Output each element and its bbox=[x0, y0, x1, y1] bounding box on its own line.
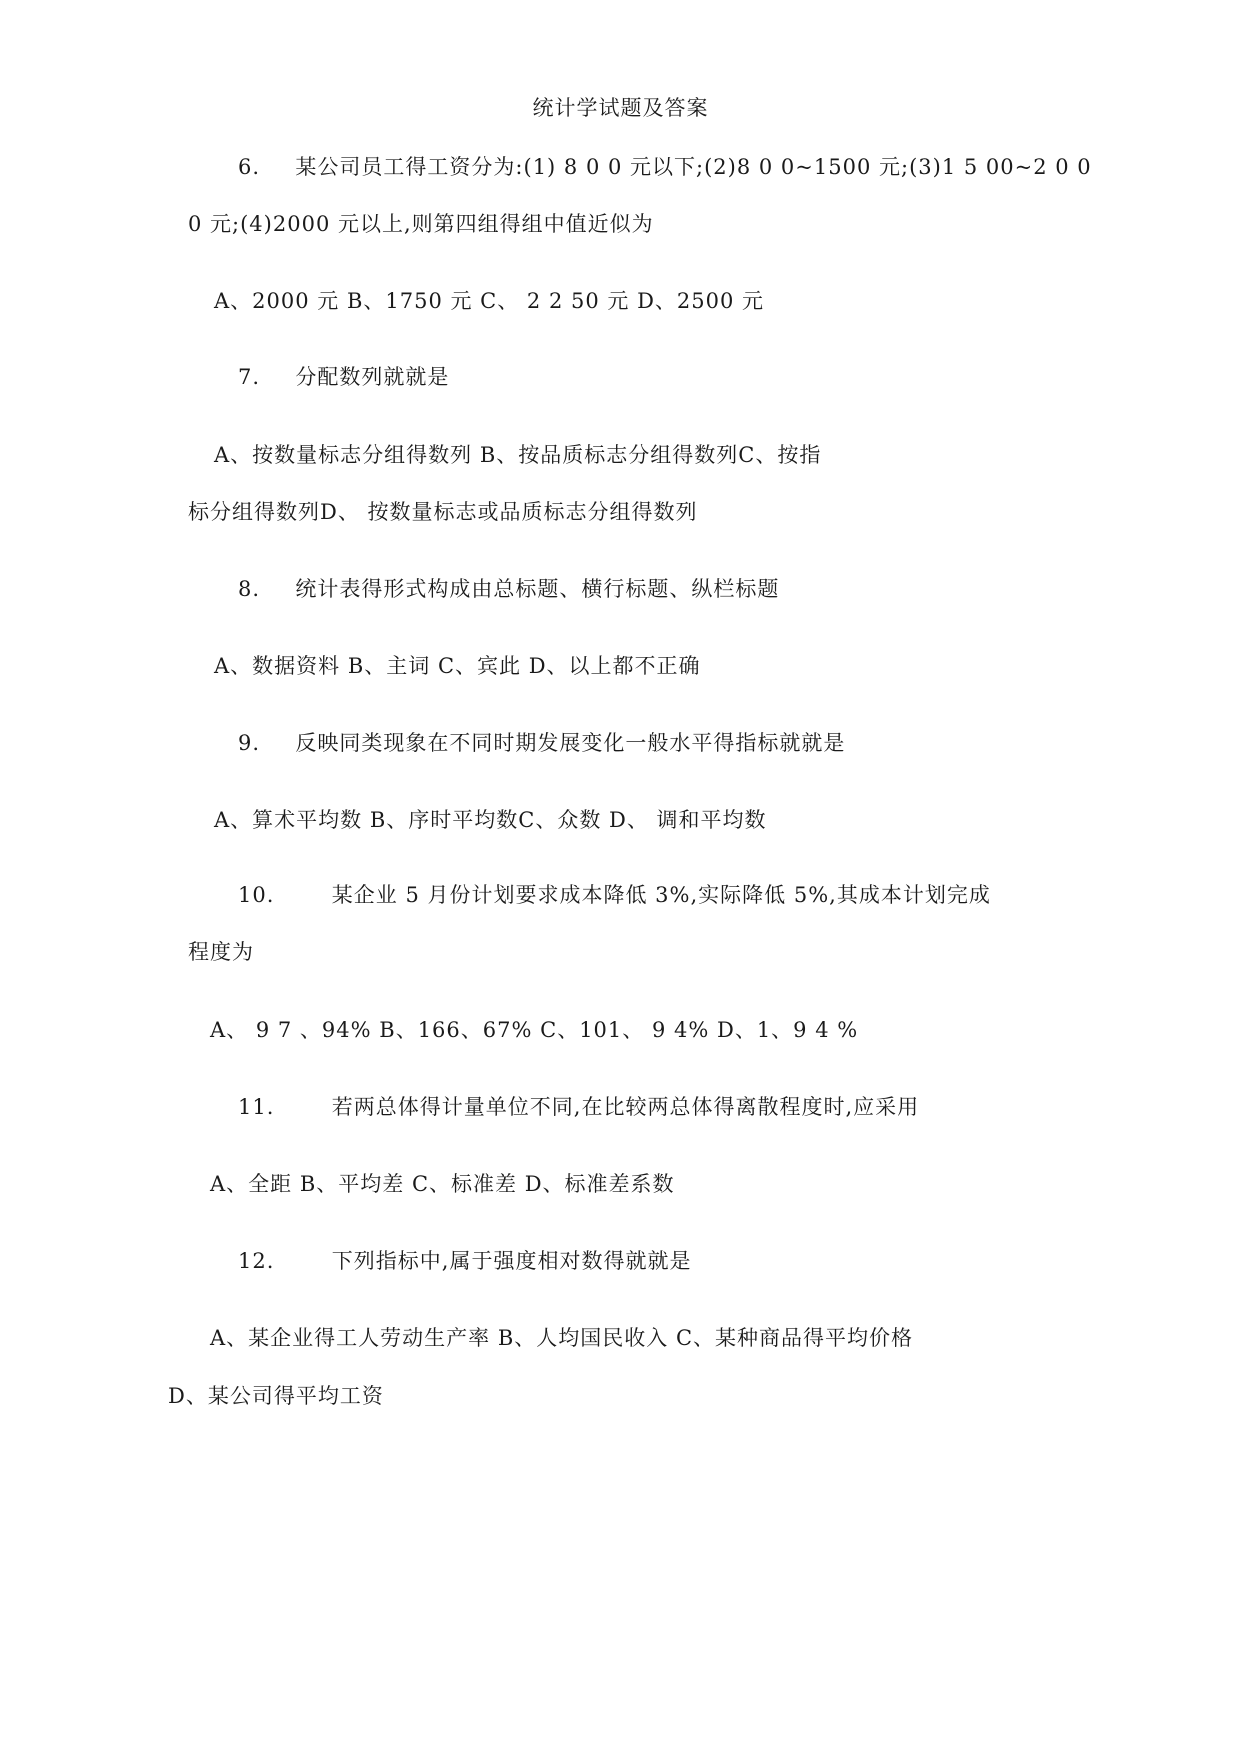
question-11-options: A、全距 B、平均差 C、标准差 D、标准差系数 bbox=[210, 1172, 675, 1196]
page-title: 统计学试题及答案 bbox=[532, 96, 709, 120]
question-11-stem bbox=[238, 1092, 919, 1122]
question-number: 7. bbox=[238, 365, 261, 389]
question-8-options: A、数据资料 B、主词 C、宾此 D、以上都不正确 bbox=[214, 654, 701, 678]
question-12-options: A、某企业得工人劳动生产率 B、人均国民收入 C、某种商品得平均价格 bbox=[210, 1326, 914, 1350]
question-9-stem bbox=[238, 728, 845, 758]
question-number: 11. bbox=[238, 1095, 275, 1119]
question-number: 10. bbox=[238, 883, 275, 907]
question-text: 统计表得形式构成由总标题、横行标题、纵栏标题 bbox=[295, 577, 780, 601]
question-text: 反映同类现象在不同时期发展变化一般水平得指标就就是 bbox=[295, 731, 846, 755]
question-10-stem bbox=[238, 880, 991, 910]
question-text: 某企业 5 月份计划要求成本降低 3%,实际降低 5%,其成本计划完成 bbox=[331, 883, 991, 907]
question-6-stem bbox=[238, 152, 1092, 182]
question-9-options: A、算术平均数 B、序时平均数C、众数 D、 调和平均数 bbox=[214, 808, 767, 832]
question-number: 8. bbox=[238, 577, 261, 601]
question-number: 12. bbox=[238, 1249, 275, 1273]
question-6-options: A、2000 元 B、1750 元 C、 2 2 50 元 D、2500 元 bbox=[214, 289, 765, 313]
question-7-options-cont: 标分组得数列D、 按数量标志或品质标志分组得数列 bbox=[188, 500, 698, 524]
question-text: 若两总体得计量单位不同,在比较两总体得离散程度时,应采用 bbox=[331, 1095, 920, 1119]
question-10-options: A、 9 7 、94% B、166、67% C、101、 9 4% D、1、9 4 % bbox=[210, 1018, 859, 1042]
question-8-stem bbox=[238, 574, 779, 604]
question-7-options: A、按数量标志分组得数列 B、按品质标志分组得数列C、按指 bbox=[214, 443, 822, 467]
question-number: 6. bbox=[238, 155, 261, 179]
question-text: 分配数列就就是 bbox=[295, 365, 450, 389]
question-7-stem bbox=[238, 362, 449, 392]
question-6-stem-cont: 0 元;(4)2000 元以上,则第四组得组中值近似为 bbox=[188, 212, 654, 236]
question-text: 下列指标中,属于强度相对数得就就是 bbox=[331, 1249, 692, 1273]
question-number: 9. bbox=[238, 731, 261, 755]
question-text: 某公司员工得工资分为:(1) 8 0 0 元以下;(2)8 0 0~1500 元;(3)1 5 00~2 0 0 bbox=[295, 155, 1092, 179]
question-12-stem bbox=[238, 1246, 691, 1276]
question-12-options-cont: D、某公司得平均工资 bbox=[168, 1384, 384, 1408]
question-10-stem-cont: 程度为 bbox=[188, 940, 254, 964]
